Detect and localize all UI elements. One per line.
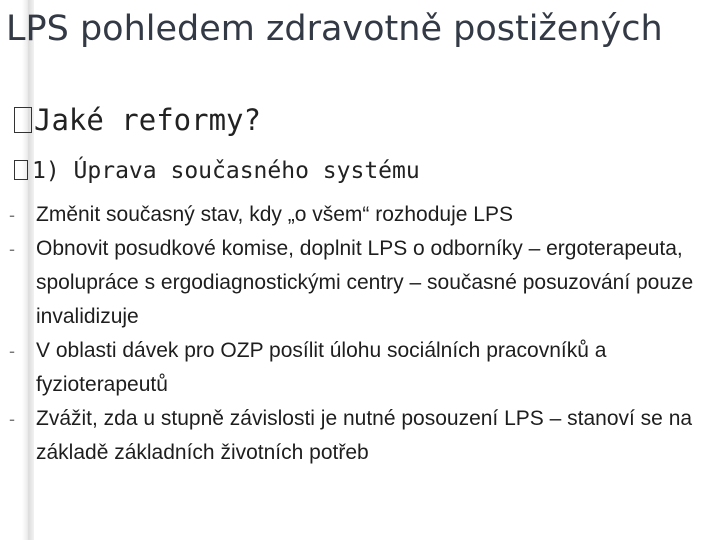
dash-bullet-icon: - <box>9 205 15 225</box>
list-item-text: Zvážit, zda u stupně závislosti je nutné posouzení LPS – stanoví se na základě základních životních potřeb <box>36 407 693 464</box>
list-item <box>0 232 718 334</box>
section-text: 1) Úprava současného systému <box>32 158 420 184</box>
section-heading <box>14 154 420 188</box>
bullet-box-icon <box>14 107 32 133</box>
list-item-text: V oblasti dávek pro OZP posílit úlohu sociálních pracovníků a fyzioterapeutů <box>36 339 607 396</box>
dash-bullet-icon: - <box>9 341 15 361</box>
bullet-list <box>0 198 720 470</box>
slide-subtitle <box>14 100 261 140</box>
list-item <box>0 334 718 402</box>
list-item <box>0 198 718 232</box>
subtitle-text: Jaké reformy? <box>34 103 261 137</box>
list-item-text: Změnit současný stav, kdy „o všem“ rozhoduje LPS <box>36 203 513 226</box>
list-item-text: Obnovit posudkové komise, doplnit LPS o odborníky – ergoterapeuta, spolupráce s ergodiagnostickými centry – současné posuzování pouze invalidizuje <box>36 237 694 328</box>
dash-bullet-icon: - <box>9 239 15 259</box>
list-item <box>0 402 718 470</box>
dash-bullet-icon: - <box>9 409 15 429</box>
bullet-box-icon <box>14 160 28 180</box>
slide-title: LPS pohledem zdravotně postižených <box>6 9 663 49</box>
